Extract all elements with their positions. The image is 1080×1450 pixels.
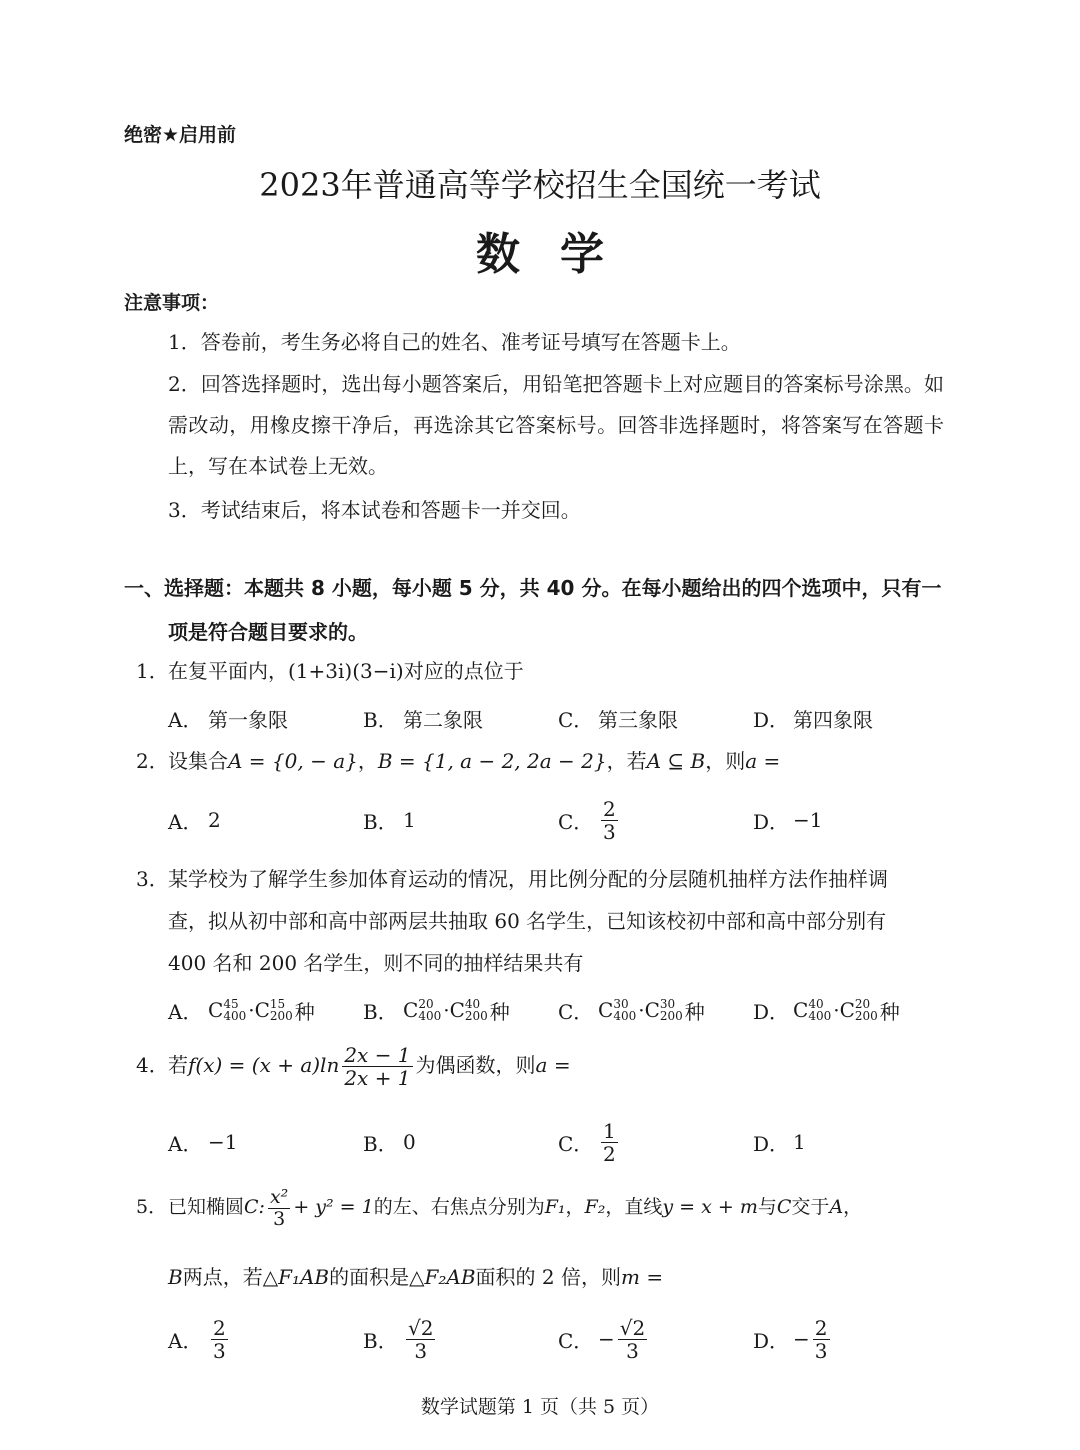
fraction: $\frac{√2}{3}$ [408, 1315, 434, 1363]
fraction: $\frac{2}{3}$ [603, 796, 616, 844]
question-2: 2．设集合A = {0, − a}，B = {1, a − 2, 2a − 2}，若A ⊆ B，则a = [136, 749, 781, 773]
notice-item-1: 1．答卷前，考生务必将自己的姓名、准考证号填写在答题卡上。 [168, 330, 741, 354]
fraction: $\frac{2x - 1}{2x + 1}$ [344, 1043, 411, 1090]
question-5: 5．已知椭圆C: $\frac{\text{x²}}{3}$ + y² = 1的左、右焦点分别为F₁，F₂，直线y = x + m与C交于A， [136, 1185, 863, 1230]
option-d[interactable]: D． −1 [753, 808, 823, 834]
option-c[interactable]: C． $\frac{2}{3}$ [558, 796, 616, 844]
question-1-options [168, 704, 958, 733]
fraction: $\frac{\text{x²}}{3}$ [269, 1185, 289, 1230]
question-4: 4．若f(x) = (x + a)ln $\frac{2x - 1}{2x + 1}$ 为偶函数，则a = [136, 1043, 571, 1090]
question-5-options [168, 1312, 958, 1366]
option-b[interactable]: B． 1 [363, 808, 416, 834]
section-heading: 一、选择题：本题共 8 小题，每小题 5 分，共 40 分。在每小题给出的四个选项中，只有一项是符合题目要求的。 [124, 576, 942, 644]
question-5-line-2: B两点，若△F₁AB的面积是△F₂AB面积的 2 倍，则m = [168, 1265, 664, 1289]
option-a[interactable]: A． 第一象限 [168, 708, 288, 732]
notice-heading: 注意事项： [124, 292, 220, 314]
option-a[interactable]: A． C 45 400 · C 15 200 种 [168, 997, 315, 1024]
option-d[interactable]: D． 1 [753, 1130, 806, 1156]
option-c[interactable]: C． − $\frac{√2}{3}$ [558, 1315, 646, 1363]
option-b[interactable]: B． 0 [363, 1130, 416, 1156]
option-c[interactable]: C． 第三象限 [558, 708, 678, 732]
confidential-mark: 绝密★启用前 [124, 124, 237, 146]
option-c[interactable]: C． C 30 400 · C 30 200 种 [558, 997, 705, 1024]
question-3-options [168, 990, 958, 1030]
question-1: 1．在复平面内，(1+3i)(3−i)对应的点位于 [136, 650, 956, 692]
question-2-options [168, 796, 958, 844]
exam-title: 2023年普通高等学校招生全国统一考试 [259, 166, 821, 204]
option-a[interactable]: A． 2 [168, 808, 221, 834]
option-d[interactable]: D． C 40 400 · C 20 200 种 [753, 997, 900, 1024]
option-a[interactable]: A． −1 [168, 1130, 238, 1156]
question-3: 3．某学校为了解学生参加体育运动的情况，用比例分配的分层随机抽样方法作抽样调 查，拟从初中部和高中部两层共抽取 60 名学生，已知该校初中部和高中部分别有 400 名和 200 名学生，则不同的抽样结果共有 [136, 867, 888, 975]
fraction: $\frac{2}{3}$ [814, 1315, 828, 1363]
fraction: $\frac{√2}{3}$ [619, 1315, 646, 1363]
option-d[interactable]: D． − $\frac{2}{3}$ [753, 1315, 828, 1363]
option-b[interactable]: B． $\frac{√2}{3}$ [363, 1315, 434, 1363]
option-d[interactable]: D． 第四象限 [753, 708, 873, 732]
option-b[interactable]: B． 第二象限 [363, 708, 483, 732]
page-footer: 数学试题第 1 页（共 5 页） [420, 1396, 660, 1418]
notice-item-2: 2．回答选择题时，选出每小题答案后，用铅笔把答题卡上对应题目的答案标号涂黑。如需改动，用橡皮擦干净后，再选涂其它答案标号。回答非选择题时，将答案写在答题卡上，写在本试卷上无效。 [168, 372, 944, 478]
notice-item-3: 3．考试结束后，将本试卷和答题卡一并交回。 [168, 498, 581, 522]
question-number: 1． [136, 659, 169, 683]
option-b[interactable]: B． C 20 400 · C 40 200 种 [363, 997, 510, 1024]
question-4-options [168, 1118, 958, 1166]
subject-title: 数学 [476, 229, 644, 280]
option-c[interactable]: C． $\frac{1}{2}$ [558, 1118, 616, 1166]
fraction: $\frac{1}{2}$ [603, 1118, 616, 1166]
option-a[interactable]: A． $\frac{2}{3}$ [168, 1315, 226, 1363]
fraction: $\frac{2}{3}$ [213, 1315, 226, 1363]
